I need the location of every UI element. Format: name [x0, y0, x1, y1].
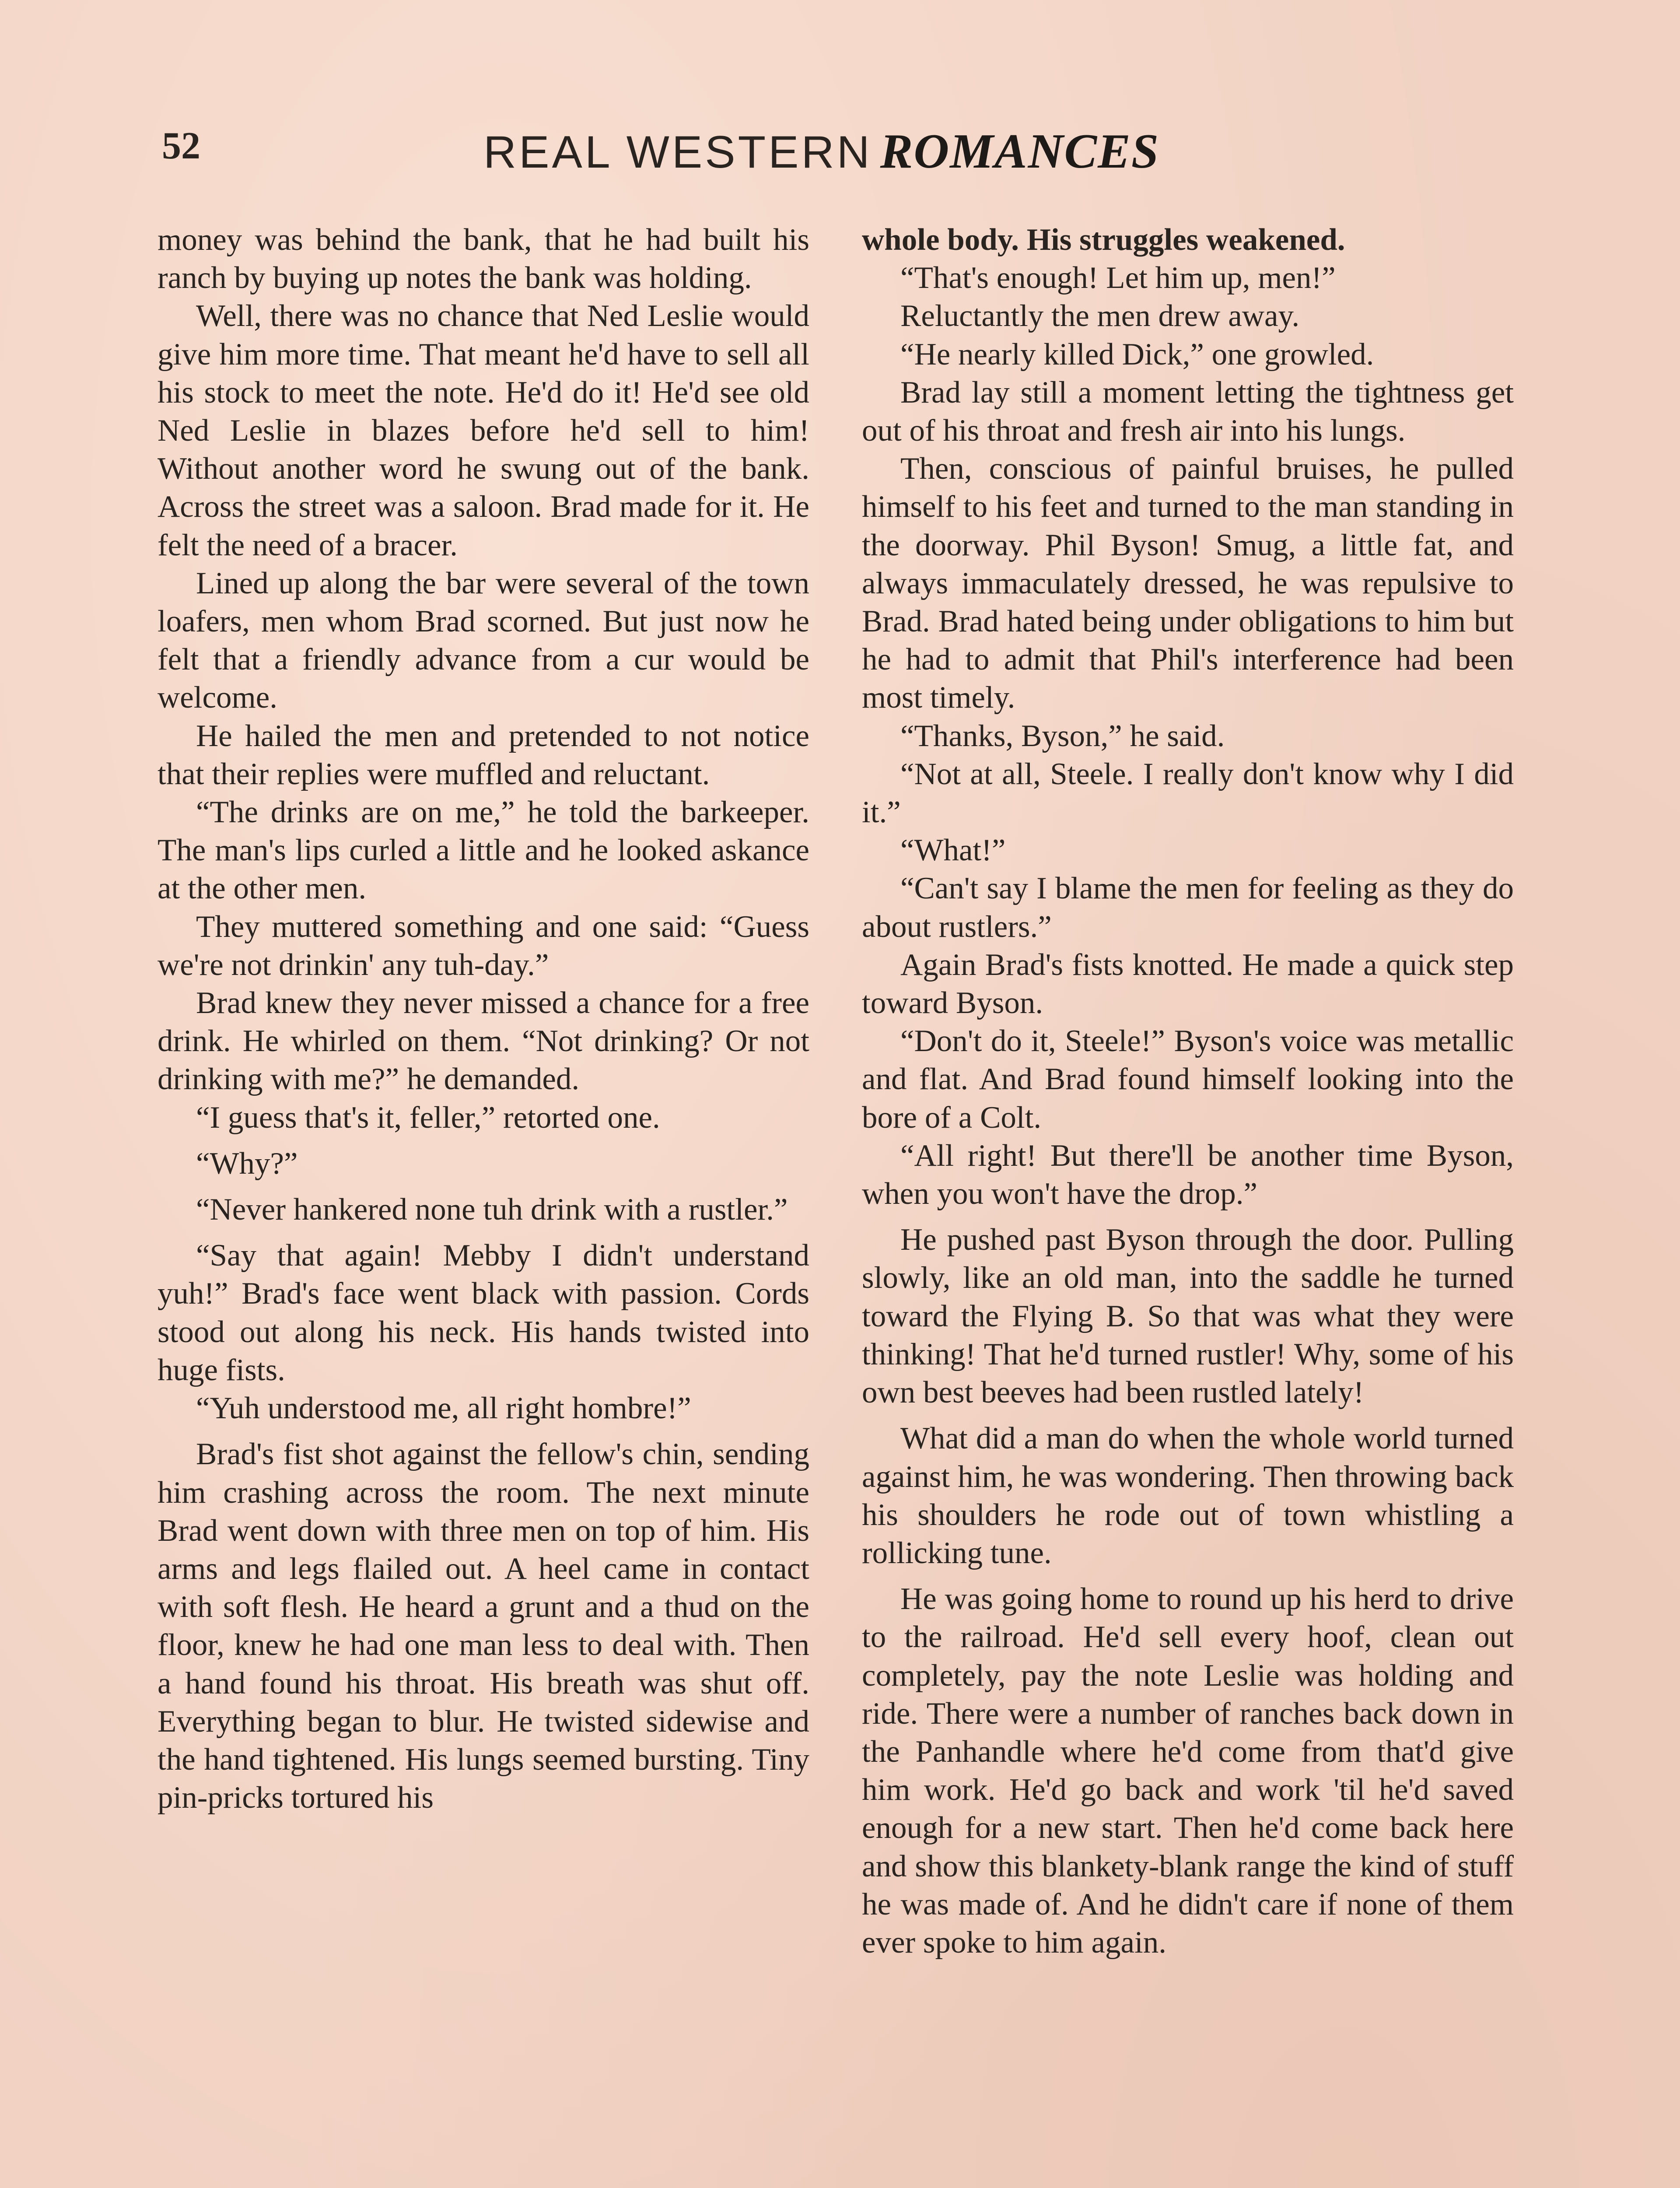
paragraph: “I guess that's it, feller,” retorted one.	[196, 1100, 660, 1135]
paragraph: “Can't say I blame the men for feeling as they do about rustlers.”	[862, 871, 1514, 944]
paragraph: “Don't do it, Steele!” Byson's voice was metallic and flat. And Brad found himself looking into the bore of a Colt.	[862, 1024, 1514, 1135]
paragraph: “Not at all, Steele. I really don't know why I did it.”	[862, 757, 1514, 830]
paragraph: Lined up along the bar were several of the town loafers, men whom Brad scorned. But just now he felt that a friendly advance from a cur would be welcome.	[158, 566, 809, 715]
paragraph: Brad's fist shot against the fellow's chin, sending him crashing across the room. The next minute Brad went down with three men on top of him. His arms and legs flailed out. A heel came in contact with soft flesh. He heard a grunt and a thud on the floor, knew he had one man less to deal with. Then a hand found his throat. His breath was shut off. Everything began to blur. He twisted sidewise and the hand tightened. His lungs seemed bursting. Tiny pin-pricks tortured his	[158, 1437, 809, 1815]
paragraph: “Never hankered none tuh drink with a rustler.”	[196, 1192, 788, 1227]
paragraph: “Yuh understood me, all right hombre!”	[196, 1391, 691, 1426]
paragraph: What did a man do when the whole world turned against him, he was wondering. Then throwing back his shoulders he rode out of town whistling a rollicking tune.	[862, 1421, 1514, 1570]
paragraph: Brad lay still a moment letting the tightness get out of his throat and fresh air into his lungs.	[862, 375, 1514, 448]
paragraph: Brad knew they never missed a chance for a free drink. He whirled on them. “Not drinking? Or not drinking with me?” he demanded.	[158, 986, 809, 1097]
paragraph: “Why?”	[196, 1146, 298, 1181]
paragraph: “All right! But there'll be another time Byson, when you won't have the drop.”	[862, 1138, 1514, 1211]
header-title-plain: REAL WESTERN	[483, 127, 872, 178]
paragraph: They muttered something and one said: “Guess we're not drinkin' any tuh-day.”	[158, 909, 809, 982]
paragraph: “Say that again! Mebby I didn't understand yuh!” Brad's face went black with passion. Cords stood out along his neck. His hands twisted into huge fists.	[158, 1238, 809, 1387]
header-title-fancy: ROMANCES	[880, 124, 1160, 179]
page-number: 52	[162, 125, 200, 167]
paragraph: He was going home to round up his herd to drive to the railroad. He'd sell every hoof, clean out completely, pay the note Leslie was holding and ride. There were a number of ranches back down in the Panhandle where he'd come from that'd give him work. He'd go back and work 'til he'd saved enough for a new start. Then he'd come back here and show this blankety-blank range the kind of stuff he was made of. And he didn't care if none of them ever spoke to him again.	[862, 1582, 1514, 1960]
paragraph: Reluctantly the men drew away.	[900, 299, 1300, 333]
paragraph: “Thanks, Byson,” he said.	[900, 719, 1225, 753]
text-column-left	[158, 221, 809, 1817]
paragraph: money was behind the bank, that he had built his ranch by buying up notes the bank was holding.	[158, 223, 809, 295]
text-column-right	[862, 221, 1514, 1962]
paragraph: He hailed the men and pretended to not notice that their replies were muffled and reluctant.	[158, 719, 809, 791]
paragraph: whole body. His struggles weakened.	[862, 223, 1345, 257]
paragraph: Well, there was no chance that Ned Leslie would give him more time. That meant he'd have to sell all his stock to meet the note. He'd do it! He'd see old Ned Leslie in blazes before he'd sell to him! Without another word he swung out of the bank. Across the street was a saloon. Brad made for it. He felt the need of a bracer.	[158, 299, 809, 562]
paragraph: “That's enough! Let him up, men!”	[900, 261, 1336, 295]
paragraph: “He nearly killed Dick,” one growled.	[900, 337, 1374, 372]
paragraph: Then, conscious of painful bruises, he pulled himself to his feet and turned to the man standing in the doorway. Phil Byson! Smug, a little fat, and always immaculately dressed, he was repulsive to Brad. Brad hated being under obligations to him but he had to admit that Phil's interference had been most timely.	[862, 452, 1514, 715]
paragraph: He pushed past Byson through the door. Pulling slowly, like an old man, into the saddle he turned toward the Flying B. So that was what they were thinking! That he'd turned rustler! Why, some of his own best beeves had been rustled lately!	[862, 1223, 1514, 1410]
paragraph: “What!”	[900, 833, 1006, 868]
paragraph: Again Brad's fists knotted. He made a quick step toward Byson.	[862, 947, 1514, 1020]
running-header	[483, 124, 1160, 179]
paragraph: “The drinks are on me,” he told the barkeeper. The man's lips curled a little and he looked askance at the other men.	[158, 795, 809, 906]
